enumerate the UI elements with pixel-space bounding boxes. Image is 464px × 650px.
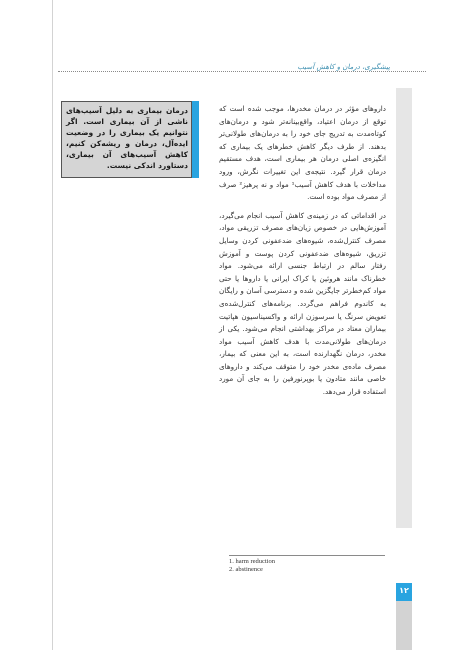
header-dotted-rule (58, 71, 426, 72)
page-number: ۱۲ (399, 586, 409, 595)
side-margin-bar (396, 88, 412, 528)
callout-text: درمان بیماری به دلیل آسیب‌های ناشی از آن بیماری است. اگر نتوانیم یک بیماری را در وضعیت ایده‌آل، درمان و ریشه‌کن کنیم، کاهش آسیب‌های آن بیماری، دستاورد اندکی نیست. (66, 106, 188, 170)
footnotes (229, 558, 389, 574)
footnote-1: 1. harm reduction (229, 558, 276, 565)
page-edge-tab (396, 601, 412, 650)
body-text-column (219, 103, 386, 405)
callout-accent-bar (192, 101, 199, 178)
body-paragraph-2: در اقداماتی که در زمینه‌ی کاهش آسیب انجام می‌گیرد، آموزش‌هایی در خصوص زیان‌های مصرف تزریقی مواد، مصرف کنترل‌شده، شیوه‌های ضدعفونی کردن وسایل تزریق، شیوه‌های ضدعفونی کردن پوست و آموزش رفتار سالم در ارتباط جنسی ارائه می‌شود. مواد خطرناک مانند هروئین یا کراک ایرانی یا داروها یا حتی مواد کم‌خطرتر جایگزین شده و دسترسی آسان و رایگان به کاندوم فراهم می‌گردد. برنامه‌های کنترل‌شده‌ی تعویض سرنگ یا سرسوزن ارائه و واکسیناسیون هپاتیت بیماران معتاد در مراکز بهداشتی انجام می‌شود. یکی از درمان‌های طولانی‌مدت با هدف کاهش آسیب مواد مخدر، درمان نگهدارنده است، به این معنی که بیمار، مصرف ماده‌ی مخدر خود را متوقف می‌کند و داروهای خاصی مانند متادون یا بوپرنورفین را به جای آن مورد استفاده قرار می‌دهد. (219, 210, 386, 397)
running-header: پیشگیری، درمان و کاهش آسیب (294, 63, 390, 71)
footnote-2: 2. abstinence (229, 566, 263, 573)
left-margin-line (52, 0, 53, 650)
footnote-separator (229, 555, 385, 556)
body-paragraph-1: داروهای مؤثر در درمان مخدرها، موجب شده است که توقع از درمان اعتیاد، واقع‌بینانه‌تر شود و درمان‌های کوتاه‌مدت به تدریج جای خود را به درمان‌های طولانی‌تر بدهند. از طرف دیگر کاهش خطرهای یک بیماری که انگیزه‌ی اصلی درمان هر بیماری است، هدف مستقیم درمان قرار گیرد. نتیجه‌ی این تغییرات نگرش، ورود مداخلات با هدف کاهش آسیب¹ مواد و نه پرهیز² صرف از مصرف مواد بوده است. (219, 104, 386, 202)
